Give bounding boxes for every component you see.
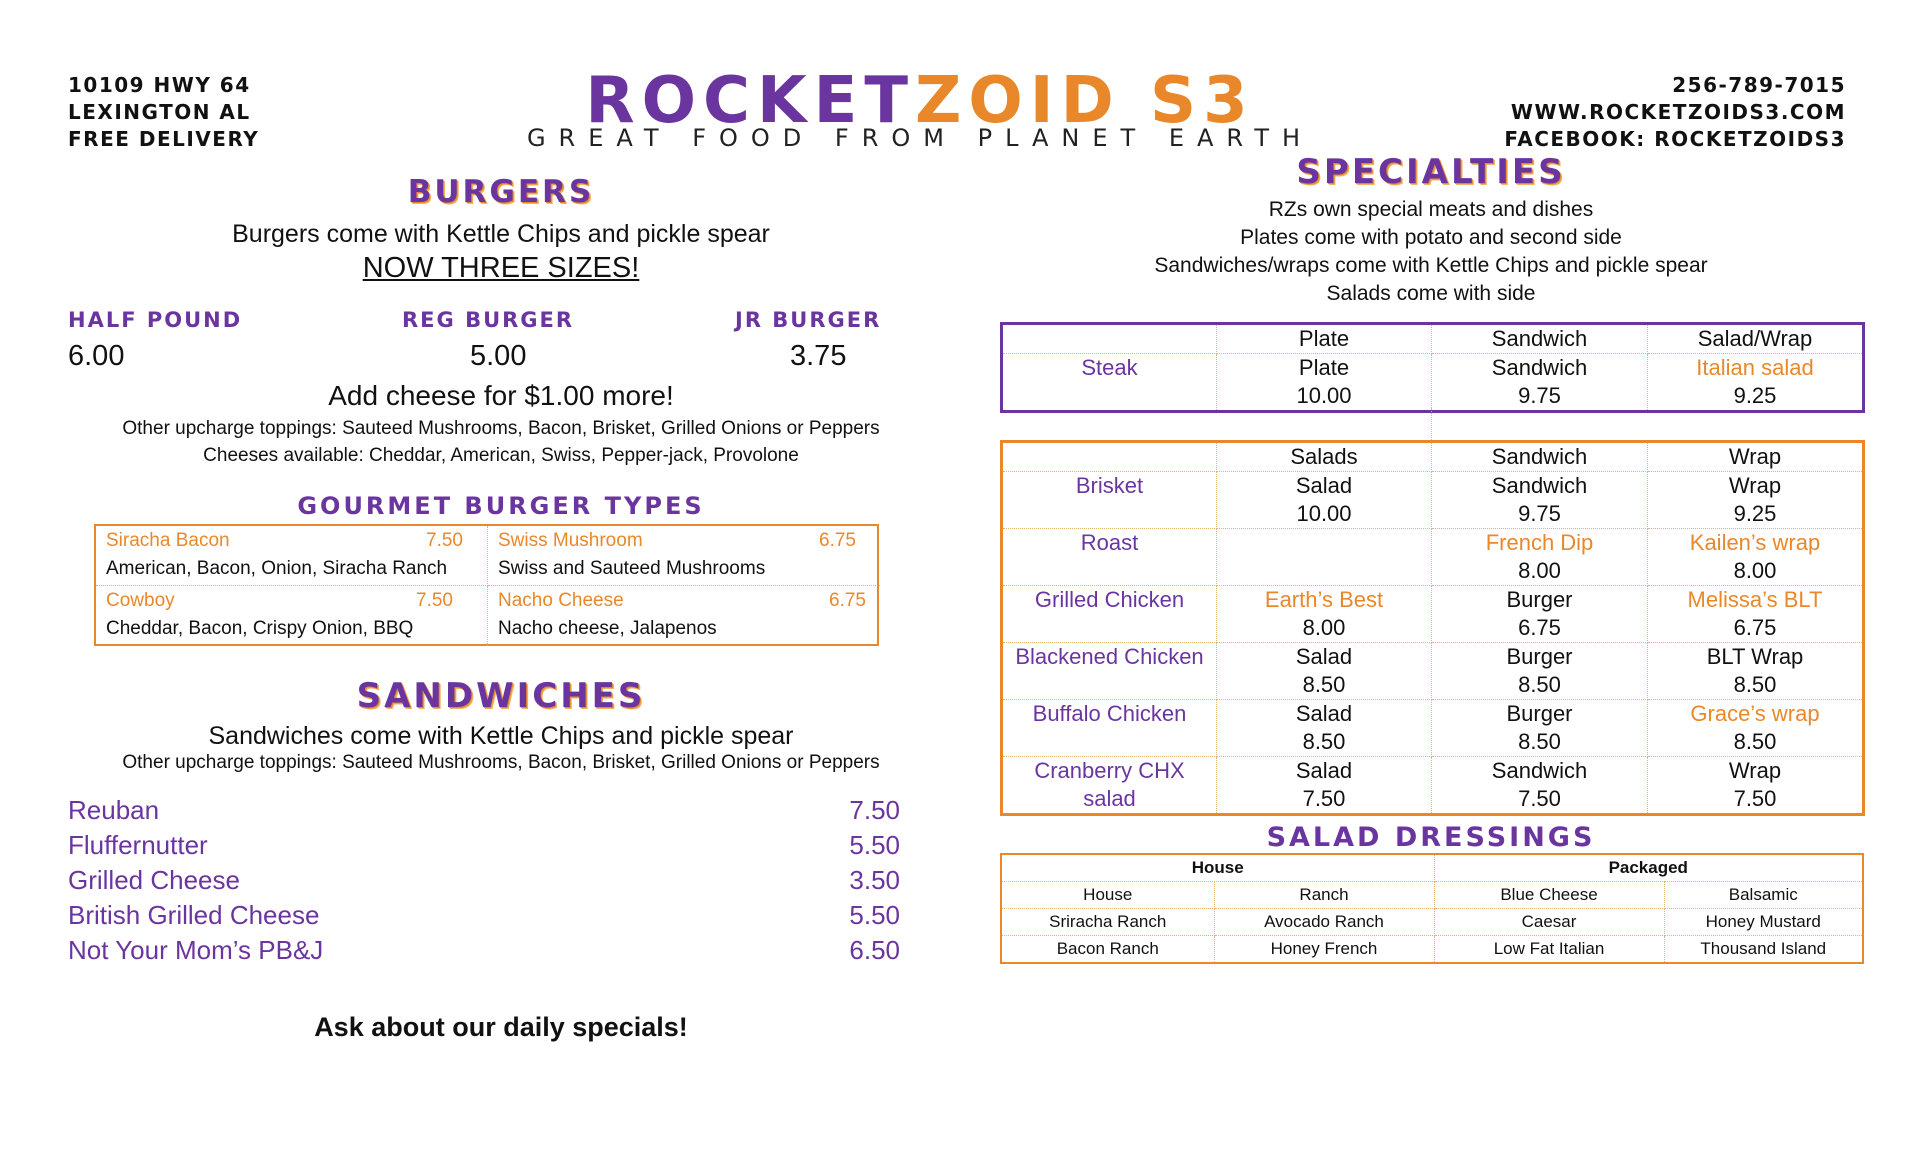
dressings-title: SALAD DRESSINGS xyxy=(1266,822,1596,853)
size-half-pound-price: 6.00 xyxy=(68,340,125,372)
table-row xyxy=(1002,643,1864,700)
gourmet-item-name: Nacho Cheese xyxy=(498,590,624,611)
size-jr-burger-label: JR BURGER xyxy=(735,308,882,332)
header-cell: Plate xyxy=(1217,324,1432,354)
cell-item: Salad xyxy=(1295,758,1353,783)
gourmet-item-name: Swiss Mushroom xyxy=(498,530,643,551)
dressing-cell: Sriracha Ranch xyxy=(1001,909,1214,936)
sandwich-name: British Grilled Cheese xyxy=(68,900,320,930)
contact-block xyxy=(1504,72,1846,153)
row-label: Buffalo Chicken xyxy=(1002,700,1217,757)
cell-item: Sandwich xyxy=(1491,473,1588,498)
sandwich-item xyxy=(68,865,900,900)
cell-item: Sandwich xyxy=(1491,758,1588,783)
cell-price: 9.75 xyxy=(1518,501,1561,526)
table-cell xyxy=(1432,700,1648,757)
cell-price: 8.50 xyxy=(1302,672,1346,697)
cell-item: Salad xyxy=(1295,473,1353,498)
cell-price: 8.00 xyxy=(1302,615,1346,640)
dressing-cell: Avocado Ranch xyxy=(1214,909,1434,936)
table-cell xyxy=(1217,472,1432,529)
cell-price: 7.50 xyxy=(1518,786,1561,811)
sandwich-item xyxy=(68,935,900,970)
cell-price: 8.50 xyxy=(1518,729,1561,754)
gourmet-item-name: Siracha Bacon xyxy=(106,530,230,551)
table-cell xyxy=(1432,354,1648,412)
table-cell xyxy=(1217,643,1432,700)
cell-item: Burger xyxy=(1506,587,1573,612)
delivery-line: FREE DELIVERY xyxy=(68,127,260,151)
cell-price: 8.00 xyxy=(1518,558,1561,583)
table-cell xyxy=(1217,757,1432,815)
gourmet-item-price: 6.75 xyxy=(819,530,856,551)
sandwich-name: Reuban xyxy=(68,795,160,825)
gourmet-item-desc: American, Bacon, Onion, Siracha Ranch xyxy=(106,558,448,579)
sandwich-price: 7.50 xyxy=(849,795,900,825)
gourmet-item-price: 6.75 xyxy=(829,590,866,611)
cell-item: Grace’s wrap xyxy=(1690,701,1820,726)
table-cell xyxy=(1648,529,1864,586)
cell-item: Salad xyxy=(1295,644,1353,669)
table-header-row xyxy=(1002,324,1864,354)
cell-item: Sandwich xyxy=(1491,355,1588,380)
cheese-note: Add cheese for $1.00 more! xyxy=(328,380,674,411)
city-line: LEXINGTON AL xyxy=(68,100,251,124)
gourmet-item-price: 7.50 xyxy=(426,530,463,551)
steak-table xyxy=(1000,322,1865,413)
table-cell xyxy=(1432,757,1648,815)
table-row xyxy=(1002,529,1864,586)
row-label: Roast xyxy=(1002,529,1217,586)
cell-price: 8.50 xyxy=(1733,672,1777,697)
cell-item: Wrap xyxy=(1728,758,1782,783)
size-reg-burger-label: REG BURGER xyxy=(402,308,575,332)
table-row xyxy=(1002,472,1864,529)
table-header-row xyxy=(1001,854,1863,882)
row-label xyxy=(1002,757,1217,815)
cell-price: 8.00 xyxy=(1733,558,1777,583)
gourmet-title: GOURMET BURGER TYPES xyxy=(297,492,705,520)
table-cell xyxy=(1648,586,1864,643)
dressing-group-house: House xyxy=(1001,854,1434,882)
table-cell xyxy=(1432,529,1648,586)
dressing-cell: Thousand Island xyxy=(1664,936,1863,964)
table-row xyxy=(1002,757,1864,815)
dressing-cell: Honey French xyxy=(1214,936,1434,964)
sandwich-name: Not Your Mom’s PB&J xyxy=(68,935,324,965)
gourmet-item-desc: Cheddar, Bacon, Crispy Onion, BBQ xyxy=(106,618,414,639)
sandwich-price: 6.50 xyxy=(849,935,900,965)
dressing-cell: Balsamic xyxy=(1664,882,1863,909)
header-cell: Sandwich xyxy=(1432,442,1648,472)
sandwich-item xyxy=(68,900,900,935)
three-sizes-note: NOW THREE SIZES! xyxy=(362,252,640,284)
cell-price: 6.75 xyxy=(1733,615,1777,640)
facebook: FACEBOOK: ROCKETZOIDS3 xyxy=(1504,127,1846,151)
gourmet-item xyxy=(96,526,488,586)
cell-item: Plate xyxy=(1298,355,1350,380)
specialties-note: Plates come with potato and second side xyxy=(1240,226,1622,249)
logo-part-zoid: ZOID S3 xyxy=(914,64,1255,138)
cell-item: Italian salad xyxy=(1696,355,1814,380)
address-block xyxy=(68,72,259,153)
dressing-cell: Low Fat Italian xyxy=(1434,936,1664,964)
sandwich-item xyxy=(68,830,900,865)
cell-item: Melissa’s BLT xyxy=(1687,587,1823,612)
header-cell: Wrap xyxy=(1648,442,1864,472)
row-label: Blackened Chicken xyxy=(1002,643,1217,700)
row-label-line: salad xyxy=(1083,786,1136,811)
table-cell xyxy=(1217,529,1432,586)
table-cell xyxy=(1432,643,1648,700)
table-cell xyxy=(1648,472,1864,529)
header-cell: Sandwich xyxy=(1432,324,1648,354)
sandwich-item xyxy=(68,795,900,830)
logo-part-rocket: ROCKET xyxy=(585,64,915,138)
cell-price: 9.25 xyxy=(1733,501,1777,526)
size-half-pound-label: HALF POUND xyxy=(68,308,243,332)
size-jr-burger-price: 3.75 xyxy=(790,340,847,372)
sandwich-name: Fluffernutter xyxy=(68,830,208,860)
table-cell xyxy=(1648,700,1864,757)
gourmet-item-price: 7.50 xyxy=(416,590,453,611)
table-cell xyxy=(1432,586,1648,643)
table-cell xyxy=(1648,757,1864,815)
sandwiches-title: SANDWICHES xyxy=(356,676,646,716)
table-divider xyxy=(1431,408,1432,440)
specialties-note: Sandwiches/wraps come with Kettle Chips and pickle spear xyxy=(1154,254,1708,277)
specialties-table xyxy=(1000,440,1865,816)
row-label-line: Cranberry CHX xyxy=(1034,758,1185,783)
cell-item: BLT Wrap xyxy=(1706,644,1804,669)
burgers-title: BURGERS xyxy=(407,174,595,210)
gourmet-item-name: Cowboy xyxy=(106,590,175,611)
row-label: Steak xyxy=(1002,354,1217,412)
cheeses-note: Cheeses available: Cheddar, American, Swiss, Pepper-jack, Provolone xyxy=(203,445,799,466)
dressing-cell: Honey Mustard xyxy=(1664,909,1863,936)
daily-specials-note: Ask about our daily specials! xyxy=(314,1012,688,1042)
specialties-note: RZs own special meats and dishes xyxy=(1268,198,1594,221)
table-header-row xyxy=(1002,442,1864,472)
cell-price: 6.75 xyxy=(1518,615,1561,640)
dressing-cell: Ranch xyxy=(1214,882,1434,909)
cell-price: 10.00 xyxy=(1296,383,1352,408)
address-line: 10109 HWY 64 xyxy=(68,73,251,97)
table-row xyxy=(1002,586,1864,643)
table-row xyxy=(1002,354,1864,412)
size-reg-burger-price: 5.00 xyxy=(470,340,527,372)
gourmet-item-desc: Swiss and Sauteed Mushrooms xyxy=(498,558,766,579)
table-cell xyxy=(1217,354,1432,412)
dressing-cell: House xyxy=(1001,882,1214,909)
table-cell xyxy=(1217,700,1432,757)
header-cell xyxy=(1002,324,1217,354)
cell-price: 8.50 xyxy=(1733,729,1777,754)
website: WWW.ROCKETZOIDS3.COM xyxy=(1510,100,1846,124)
table-cell xyxy=(1648,643,1864,700)
cell-item: Earth’s Best xyxy=(1264,587,1384,612)
dressing-cell: Caesar xyxy=(1434,909,1664,936)
cell-item: French Dip xyxy=(1485,530,1594,555)
table-cell xyxy=(1217,586,1432,643)
dressing-cell: Blue Cheese xyxy=(1434,882,1664,909)
gourmet-item xyxy=(488,526,880,586)
header-cell: Salads xyxy=(1217,442,1432,472)
tagline: GREAT FOOD FROM PLANET EARTH xyxy=(526,124,1314,152)
phone: 256-789-7015 xyxy=(1672,73,1846,97)
cell-item: Burger xyxy=(1506,644,1573,669)
cell-item: Salad xyxy=(1295,701,1353,726)
cell-price: 8.50 xyxy=(1302,729,1346,754)
sandwich-name: Grilled Cheese xyxy=(68,865,240,895)
header-cell: Salad/Wrap xyxy=(1648,324,1864,354)
cell-item: Wrap xyxy=(1728,473,1782,498)
row-label: Brisket xyxy=(1002,472,1217,529)
dressings-table xyxy=(1000,853,1864,964)
specialties-note: Salads come with side xyxy=(1326,282,1536,305)
cell-price: 8.50 xyxy=(1518,672,1561,697)
table-cell xyxy=(1648,354,1864,412)
sandwich-price: 5.50 xyxy=(849,830,900,860)
table-cell xyxy=(1432,472,1648,529)
gourmet-item xyxy=(96,586,488,646)
specialties-notes xyxy=(1000,196,1862,308)
table-row xyxy=(1002,700,1864,757)
burgers-note: Burgers come with Kettle Chips and pickle spear xyxy=(232,220,770,248)
gourmet-item xyxy=(488,586,880,646)
row-label: Grilled Chicken xyxy=(1002,586,1217,643)
header-cell xyxy=(1002,442,1217,472)
cell-price: 9.75 xyxy=(1518,383,1561,408)
specialties-title: SPECIALTIES xyxy=(1296,152,1566,192)
gourmet-table xyxy=(94,524,879,646)
burger-toppings-note: Other upcharge toppings: Sauteed Mushrooms, Bacon, Brisket, Grilled Onions or Peppers xyxy=(122,418,880,439)
cell-price: 9.25 xyxy=(1733,383,1777,408)
table-row xyxy=(1001,936,1863,964)
sandwiches-note: Sandwiches come with Kettle Chips and pickle spear xyxy=(208,722,794,750)
cell-price: 7.50 xyxy=(1302,786,1346,811)
dressing-cell: Bacon Ranch xyxy=(1001,936,1214,964)
cell-item: Kailen’s wrap xyxy=(1689,530,1821,555)
table-row xyxy=(1001,909,1863,936)
cell-item: Burger xyxy=(1506,701,1573,726)
sandwich-toppings-note: Other upcharge toppings: Sauteed Mushrooms, Bacon, Brisket, Grilled Onions or Peppers xyxy=(122,752,880,773)
sandwich-price: 5.50 xyxy=(849,900,900,930)
gourmet-item-desc: Nacho cheese, Jalapenos xyxy=(498,618,717,639)
sandwich-price: 3.50 xyxy=(849,865,900,895)
cell-price: 10.00 xyxy=(1296,501,1352,526)
table-row xyxy=(1001,882,1863,909)
dressing-group-packaged: Packaged xyxy=(1434,854,1863,882)
cell-price: 7.50 xyxy=(1733,786,1777,811)
